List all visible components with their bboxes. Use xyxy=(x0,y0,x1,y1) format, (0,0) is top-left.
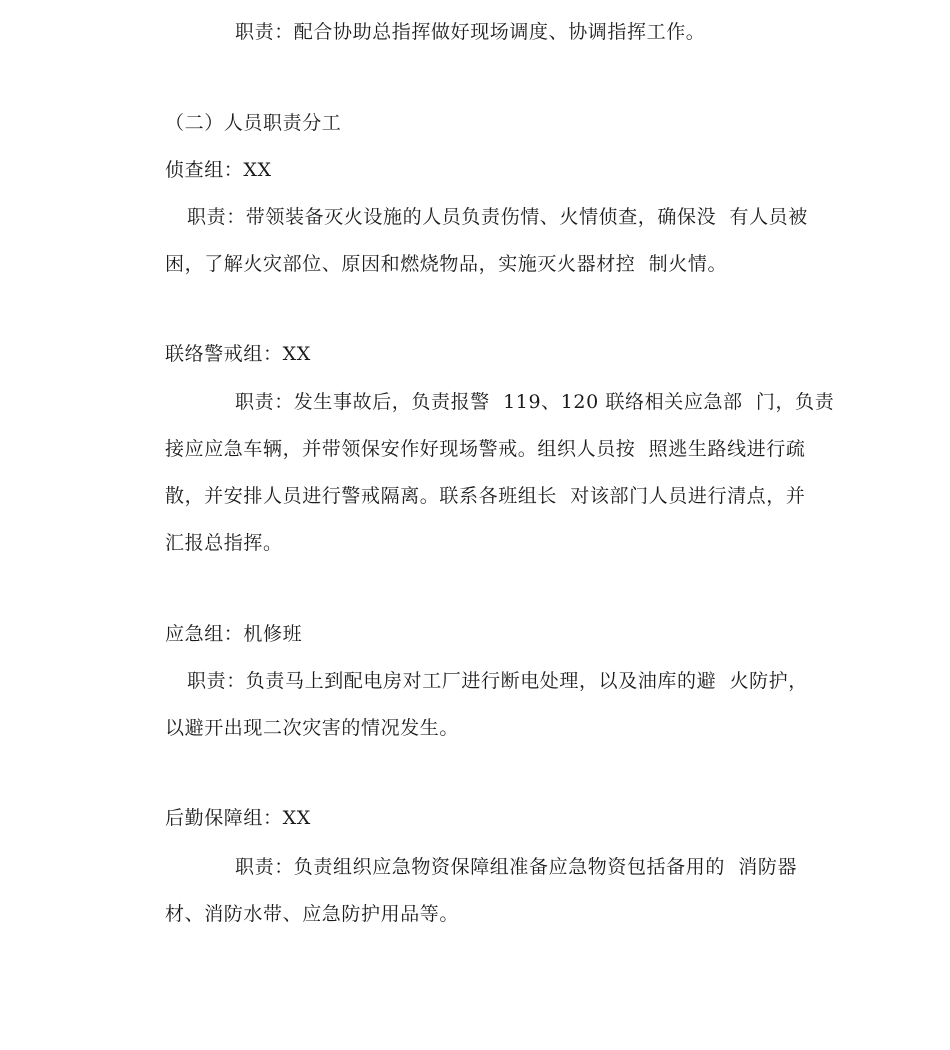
group-duty-line: 散，并安排人员进行警戒隔离。联系各班组长 对该部门人员进行清点，并 xyxy=(165,485,806,507)
group-duty-line: 接应应急车辆，并带领保安作好现场警戒。组织人员按 照逃生路线进行疏 xyxy=(165,438,806,460)
group-duty-line: 材、消防水带、应急防护用品等。 xyxy=(165,903,460,925)
section-heading: （二）人员职责分工 xyxy=(165,112,342,134)
group-title-investigation: 侦查组：XX xyxy=(165,159,272,181)
group-duty-line: 职责：负责组织应急物资保障组准备应急物资包括备用的 消防器 xyxy=(235,856,798,878)
group-duty-line: 职责：发生事故后，负责报警 119、120 联络相关应急部 门，负责 xyxy=(235,391,835,413)
group-duty-line: 汇报总指挥。 xyxy=(165,532,283,554)
group-duty-line: 职责：负责马上到配电房对工厂进行断电处理，以及油库的避 火防护， xyxy=(187,670,808,692)
intro-duty-line: 职责：配合协助总指挥做好现场调度、协调指挥工作。 xyxy=(235,21,706,43)
group-title-emergency: 应急组：机修班 xyxy=(165,623,303,645)
group-title-logistics: 后勤保障组：XX xyxy=(165,807,311,829)
group-duty-line: 困，了解火灾部位、原因和燃烧物品，实施灭火器材控 制火情。 xyxy=(165,253,728,275)
group-duty-line: 以避开出现二次灾害的情况发生。 xyxy=(165,717,460,739)
group-title-liaison-guard: 联络警戒组：XX xyxy=(165,343,311,365)
group-duty-line: 职责：带领装备灭火设施的人员负责伤情、火情侦查，确保没 有人员被 xyxy=(187,206,808,228)
